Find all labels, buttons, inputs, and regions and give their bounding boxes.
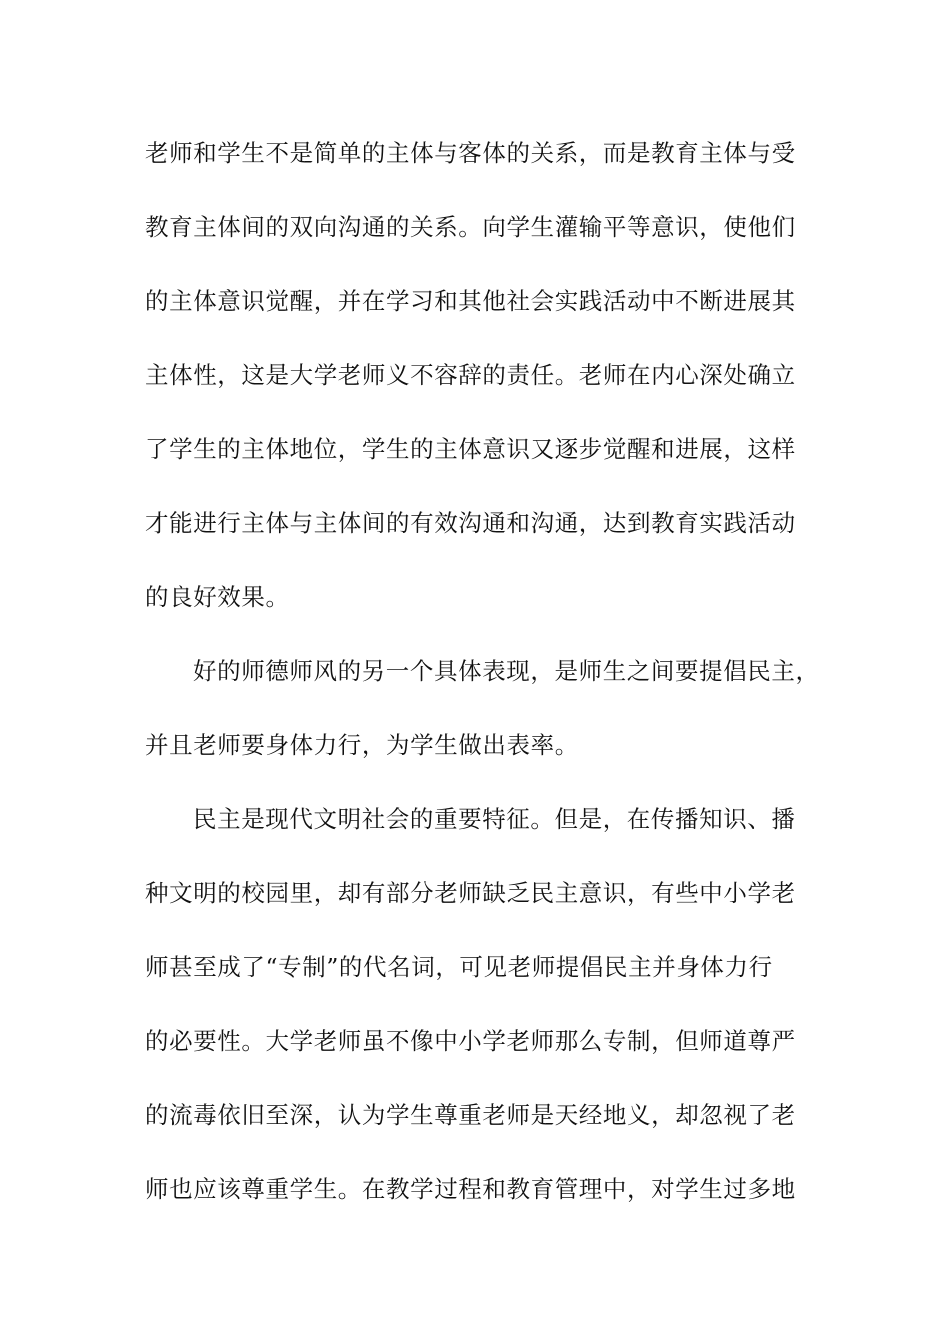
text-line: 种文明的校园里，却有部分老师缺乏民主意识，有些中小学老 bbox=[145, 879, 796, 907]
text-line: 的必要性。大学老师虽不像中小学老师那么专制，但师道尊严 bbox=[145, 1027, 796, 1055]
text-line: 主体性，这是大学老师义不容辞的责任。老师在内心深处确立 bbox=[145, 361, 796, 389]
text-line: 的良好效果。 bbox=[145, 583, 290, 611]
text-line: 老师和学生不是简单的主体与客体的关系，而是教育主体与受 bbox=[145, 139, 796, 167]
paragraph-first-line: 民主是现代文明社会的重要特征。但是，在传播知识、播 bbox=[193, 805, 796, 833]
text-line: 师甚至成了“专制”的代名词，可见老师提倡民主并身体力行 bbox=[145, 953, 773, 981]
text-line: 教育主体间的双向沟通的关系。向学生灌输平等意识，使他们 bbox=[145, 213, 796, 241]
text-line: 的主体意识觉醒，并在学习和其他社会实践活动中不断进展其 bbox=[145, 287, 796, 315]
text-line: 了学生的主体地位，学生的主体意识又逐步觉醒和进展，这样 bbox=[145, 435, 796, 463]
text-line: 才能进行主体与主体间的有效沟通和沟通，达到教育实践活动 bbox=[145, 509, 796, 537]
text-line: 并且老师要身体力行，为学生做出表率。 bbox=[145, 731, 579, 759]
text-line: 的流毒依旧至深，认为学生尊重老师是天经地义，却忽视了老 bbox=[145, 1101, 796, 1129]
paragraph-first-line: 好的师德师风的另一个具体表现，是师生之间要提倡民主， bbox=[193, 657, 820, 685]
text-line: 师也应该尊重学生。在教学过程和教育管理中，对学生过多地 bbox=[145, 1175, 796, 1203]
